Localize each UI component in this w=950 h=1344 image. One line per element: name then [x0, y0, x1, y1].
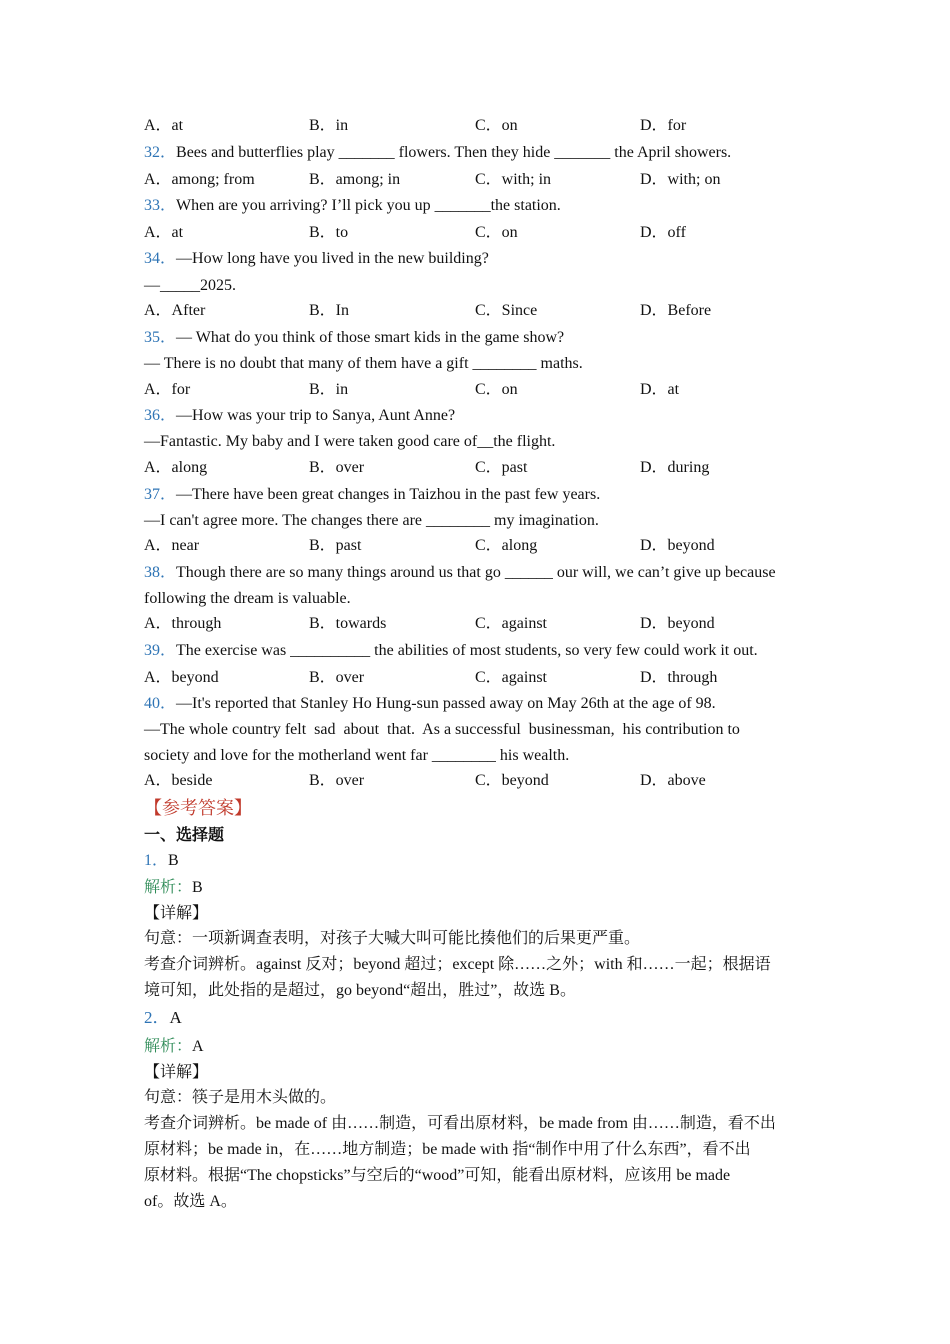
option-a: A．along	[144, 459, 208, 476]
option-d: D．for	[640, 117, 687, 134]
question-text: society and love for the motherland went far ________ his wealth.	[144, 747, 570, 764]
option-a: A．among; from	[144, 171, 255, 188]
question-number: 33．	[144, 197, 177, 214]
option-d: D．above	[640, 772, 706, 789]
question-number: 37．	[144, 486, 177, 503]
option-d: D．through	[640, 669, 718, 686]
option-d: D．beyond	[640, 537, 715, 554]
detail-label: 【详解】	[144, 905, 209, 922]
option-a: A．at	[144, 117, 184, 134]
question-text: — There is no doubt that many of them have a gift ________ maths.	[144, 355, 583, 372]
option-d: D．with; on	[640, 171, 721, 188]
option-d: D．during	[640, 459, 710, 476]
detail-text: 句意：一项新调查表明，对孩子大喊大叫可能比揍他们的后果更严重。	[144, 930, 641, 947]
detail-text: 考查介词辨析。be made of 由……制造，可看出原材料，be made from 由……制造，看不出	[144, 1115, 776, 1132]
option-b: B．over	[309, 669, 365, 686]
option-a: A．beyond	[144, 669, 219, 686]
question-text: When are you arriving? I’ll pick you up _______the station.	[176, 197, 561, 214]
option-c: C．with; in	[475, 171, 552, 188]
detail-text: 原材料；be made in，在……地方制造；be made with 指“制作中用了什么东西”，看不出	[144, 1141, 751, 1158]
option-b: B．over	[309, 772, 365, 789]
question-number: 34．	[144, 250, 177, 267]
analysis-label: 解析：	[144, 879, 193, 896]
option-b: B．towards	[309, 615, 387, 632]
question-number: 36．	[144, 407, 177, 424]
option-b: B．in	[309, 117, 349, 134]
option-a: A．through	[144, 615, 222, 632]
detail-text: of。故选 A。	[144, 1193, 237, 1210]
option-d: D．at	[640, 381, 680, 398]
question-number: 40．	[144, 695, 177, 712]
question-text: — What do you think of those smart kids in the game show?	[176, 329, 565, 346]
question-text: —_____2025.	[144, 277, 236, 294]
answer-value: A	[169, 1008, 182, 1027]
option-b: B．among; in	[309, 171, 401, 188]
answer-heading: 【参考答案】	[144, 798, 252, 818]
option-d: D．off	[640, 224, 686, 241]
question-text: following the dream is valuable.	[144, 590, 351, 607]
question-text: —How long have you lived in the new building?	[176, 250, 489, 267]
question-number: 32．	[144, 144, 177, 161]
option-a: A．at	[144, 224, 184, 241]
answer-number: 1．	[144, 852, 169, 869]
option-c: C．on	[475, 117, 518, 134]
analysis-value: B	[192, 879, 203, 896]
question-number: 38．	[144, 564, 177, 581]
analysis-value: A	[192, 1038, 204, 1055]
question-text: —There have been great changes in Taizhou in the past few years.	[176, 486, 601, 503]
option-b: B．past	[309, 537, 362, 554]
detail-text: 句意：筷子是用木头做的。	[144, 1089, 337, 1106]
answer-number: 2．	[144, 1008, 170, 1027]
option-d: D．beyond	[640, 615, 715, 632]
option-a: A．beside	[144, 772, 213, 789]
question-text: The exercise was __________ the abilities of most students, so very few could work it out.	[176, 642, 758, 659]
question-text: —How was your trip to Sanya, Aunt Anne?	[176, 407, 456, 424]
question-text: —It's reported that Stanley Ho Hung-sun passed away on May 26th at the age of 98.	[176, 695, 716, 712]
option-c: C．on	[475, 381, 518, 398]
option-a: A．for	[144, 381, 191, 398]
answer-value: B	[168, 852, 179, 869]
option-a: A．After	[144, 302, 206, 319]
detail-text: 原材料。根据“The chopsticks”与空后的“wood”可知，能看出原材料，应该用 be made	[144, 1167, 731, 1184]
analysis-label: 解析：	[144, 1038, 193, 1055]
option-c: C．along	[475, 537, 538, 554]
option-b: B．In	[309, 302, 350, 319]
option-c: C．past	[475, 459, 528, 476]
option-b: B．over	[309, 459, 365, 476]
detail-label: 【详解】	[144, 1064, 209, 1081]
option-c: C．against	[475, 615, 547, 632]
option-c: C．on	[475, 224, 518, 241]
section-title: 一、选择题	[144, 827, 225, 844]
detail-text: 境可知，此处指的是超过，go beyond“超出，胜过”，故选 B。	[144, 982, 576, 999]
option-d: D．Before	[640, 302, 712, 319]
question-text: —I can't agree more. The changes there are ________ my imagination.	[144, 512, 599, 529]
option-a: A．near	[144, 537, 200, 554]
option-c: C．beyond	[475, 772, 549, 789]
option-b: B．to	[309, 224, 349, 241]
option-b: B．in	[309, 381, 349, 398]
question-text: —The whole country felt sad about that. As a successful businessman, his contribution to	[144, 721, 740, 738]
option-c: C．against	[475, 669, 547, 686]
question-number: 39．	[144, 642, 177, 659]
question-text: Though there are so many things around us that go ______ our will, we can’t give up because	[176, 564, 776, 581]
detail-text: 考查介词辨析。against 反对；beyond 超过；except 除……之外；with 和……一起；根据语	[144, 956, 771, 973]
question-number: 35．	[144, 329, 177, 346]
question-text: Bees and butterflies play _______ flowers. Then they hide _______ the April showers.	[176, 144, 732, 161]
option-c: C．Since	[475, 302, 538, 319]
question-text: —Fantastic. My baby and I were taken good care of__the flight.	[144, 433, 556, 450]
